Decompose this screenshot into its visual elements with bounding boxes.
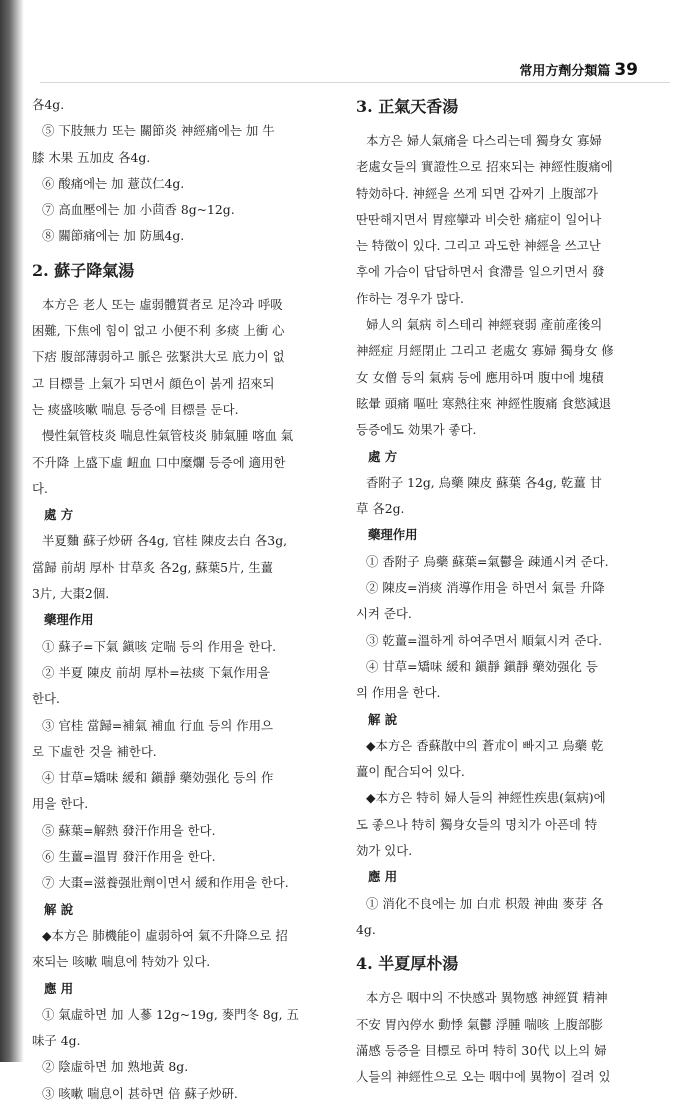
paragraph-line: ⑥ 酸痛에는 加 薏苡仁4g. — [42, 175, 185, 191]
text-line: 滿感 등증을 目標로 하며 特히 30代 以上의 婦 — [356, 1042, 607, 1058]
running-head-title: 常用方劑分類篇 — [519, 64, 611, 79]
section-heading: 4. 半夏厚朴湯 — [356, 954, 459, 974]
paragraph-line: 本方은 咽中의 不快感과 異物感 神經質 精神 — [366, 990, 608, 1006]
paragraph-line: ③ 乾薑=溫하게 하여주면서 順氣시켜 준다. — [366, 632, 603, 648]
text-line: 의 作用을 한다. — [356, 685, 441, 701]
text-line: 眩暈 頭痛 嘔吐 寒熱往來 神經性腹痛 食慾減退 — [356, 395, 612, 411]
text-line: 3片, 大棗2個. — [32, 586, 110, 602]
text-line: 다. — [32, 480, 48, 496]
text-line: 當歸 前胡 厚朴 甘草炙 各2g, 蘇葉5片, 生薑 — [32, 559, 274, 575]
paragraph-line: ⑦ 大棗=滋養强壯劑이면서 緩和作用을 한다. — [42, 875, 289, 891]
paragraph-line: 婦人의 氣病 히스테리 神經衰弱 產前產後의 — [366, 317, 603, 333]
subheading: 應 用 — [44, 980, 74, 996]
text-line: 4g. — [356, 921, 376, 937]
header-rule — [40, 82, 670, 83]
paragraph-line: 本方은 婦人氣痛을 다스리는데 獨身女 寡婦 — [366, 133, 602, 148]
left-column — [32, 92, 304, 1107]
section-heading: 3. 正氣天香湯 — [356, 97, 459, 116]
text-line: 女 女僧 등의 氣病 등에 應用하며 腹中에 塊積 — [356, 369, 604, 385]
running-head — [519, 60, 638, 80]
subheading: 處 方 — [368, 448, 398, 464]
text-line: 로 下虛한 것을 補한다. — [32, 743, 157, 759]
text-line: 딴딴해지면서 胃痙攣과 비슷한 痛症이 일어나 — [356, 211, 602, 227]
text-line: 下痞 腹部薄弱하고 脈은 弦緊洪大로 底力이 없 — [32, 349, 285, 365]
text-line: 各4g. — [32, 97, 65, 112]
text-line: 不升降 上盛下虛 衄血 口中糜爛 등증에 適用한 — [32, 454, 286, 470]
text-line: 神經症 月經閉止 그리고 老處女 寡婦 獨身女 修 — [356, 343, 614, 359]
text-line: 用을 한다. — [32, 796, 89, 812]
text-line: 來되는 咳嗽 喘息에 特効가 있다. — [32, 954, 211, 970]
section-heading: 2. 蘇子降氣湯 — [32, 260, 135, 280]
paragraph-line: ◆本方은 肺機能이 虛弱하여 氣不升降으로 招 — [42, 927, 288, 943]
paragraph-line: ③ 官桂 當歸=補氣 補血 行血 등의 作用으 — [42, 717, 273, 733]
paragraph-line: ◆本方은 香蘇散中의 蒼朮이 빠지고 烏藥 乾 — [366, 737, 604, 753]
paragraph-line: ② 半夏 陳皮 前胡 厚朴=祛痰 下氣作用을 — [42, 664, 270, 680]
paragraph-line: ② 陳皮=消痰 消導作用을 하면서 氣를 升降 — [366, 580, 605, 596]
text-line: 는 痰盛咳嗽 喘息 등증에 目標를 둔다. — [32, 401, 239, 417]
subheading: 應 用 — [368, 869, 398, 885]
text-line: 草 各2g. — [356, 501, 405, 517]
text-line: 人들의 神經性으로 오는 咽中에 異物이 걸려 있 — [356, 1069, 611, 1085]
paragraph-line: ⑧ 關節痛에는 加 防風4g. — [42, 228, 185, 244]
paragraph-line: ① 蘇子=下氣 鎭咳 定喘 등의 作用을 한다. — [42, 638, 277, 654]
paragraph-line: ① 香附子 烏藥 蘇葉=氣鬱을 疎通시켜 준다. — [366, 553, 609, 569]
paragraph-line: 香附子 12g, 烏藥 陳皮 蘇葉 各4g, 乾薑 甘 — [366, 474, 603, 490]
text-line: 고 目標를 上氣가 되면서 顔色이 붉게 招來되 — [32, 375, 275, 391]
text-line: 膝 木果 五加皮 各4g. — [32, 149, 151, 165]
text-line: 老處女들의 實證性으로 招來되는 神經性腹痛에 — [356, 159, 613, 175]
binding-shadow — [0, 0, 24, 1062]
paragraph-line: 慢性氣管枝炎 喘息性氣管枝炎 肺氣腫 喀血 氣 — [42, 428, 294, 444]
paragraph-line: ① 消化不良에는 加 白朮 枳殼 神曲 麥芽 各 — [366, 895, 604, 911]
paragraph-line: ⑥ 生薑=溫胃 發汗作用을 한다. — [42, 849, 216, 865]
text-line: 困難, 下焦에 힘이 없고 小便不利 多痰 上衝 心 — [32, 323, 285, 339]
paragraph-line: ② 陰虛하면 加 熟地黃 8g. — [42, 1059, 189, 1075]
text-line: 薑이 配合되어 있다. — [356, 764, 465, 780]
paragraph-line: ① 氣虛하면 加 人蔘 12g~19g, 麥門冬 8g, 五 — [42, 1006, 299, 1022]
paragraph-line: ④ 甘草=矯味 緩和 鎭靜 鎭靜 藥効强化 등 — [366, 658, 598, 674]
paragraph-line: ③ 咳嗽 喘息이 甚하면 倍 蘇子炒硏. — [42, 1085, 238, 1101]
text-line: 効가 있다. — [356, 843, 413, 859]
text-line: 한다. — [32, 691, 60, 707]
subheading: 藥理作用 — [44, 612, 94, 628]
right-column — [356, 92, 648, 1090]
paragraph-line: ⑤ 下肢無力 또는 關節炎 神經痛에는 加 牛 — [42, 123, 275, 139]
paragraph-line: ⑤ 蘇葉=解熱 發汗作用을 한다. — [42, 822, 216, 838]
paragraph-line: ④ 甘草=矯味 緩和 鎭靜 藥効强化 등의 作 — [42, 770, 274, 786]
paragraph-line: ◆本方은 特히 婦人들의 神經性疾患(氣病)에 — [366, 790, 606, 806]
text-line: 등증에도 効果가 좋다. — [356, 422, 477, 438]
subheading: 藥理作用 — [368, 527, 418, 543]
paragraph-line: ⑦ 高血壓에는 加 小茴香 8g~12g. — [42, 202, 235, 218]
text-line: 시켜 준다. — [356, 606, 412, 622]
text-line: 는 特徵이 있다. 그리고 과도한 神經을 쓰고난 — [356, 238, 601, 254]
subheading: 解 說 — [368, 711, 398, 727]
paragraph-line: 本方은 老人 또는 虛弱體質者로 足冷과 呼吸 — [42, 296, 283, 312]
subheading: 處 方 — [44, 507, 74, 523]
text-line: 味子 4g. — [32, 1033, 81, 1049]
paragraph-line: 半夏麯 蘇子炒硏 各4g, 官桂 陳皮去白 各3g, — [42, 533, 288, 549]
text-line: 후에 가슴이 답답하면서 食滯를 일으키면서 發 — [356, 264, 605, 280]
text-line: 도 좋으나 特히 獨身女들의 명치가 아픈데 特 — [356, 816, 598, 832]
subheading: 解 說 — [44, 901, 74, 917]
page-number: 39 — [614, 60, 638, 80]
text-line: 不安 胃內停水 動悸 氣鬱 浮腫 喘咳 上腹部膨 — [356, 1016, 603, 1032]
text-line: 特効하다. 神經을 쓰게 되면 갑짜기 上腹部가 — [356, 185, 599, 201]
text-line: 作하는 경우가 많다. — [356, 290, 464, 306]
